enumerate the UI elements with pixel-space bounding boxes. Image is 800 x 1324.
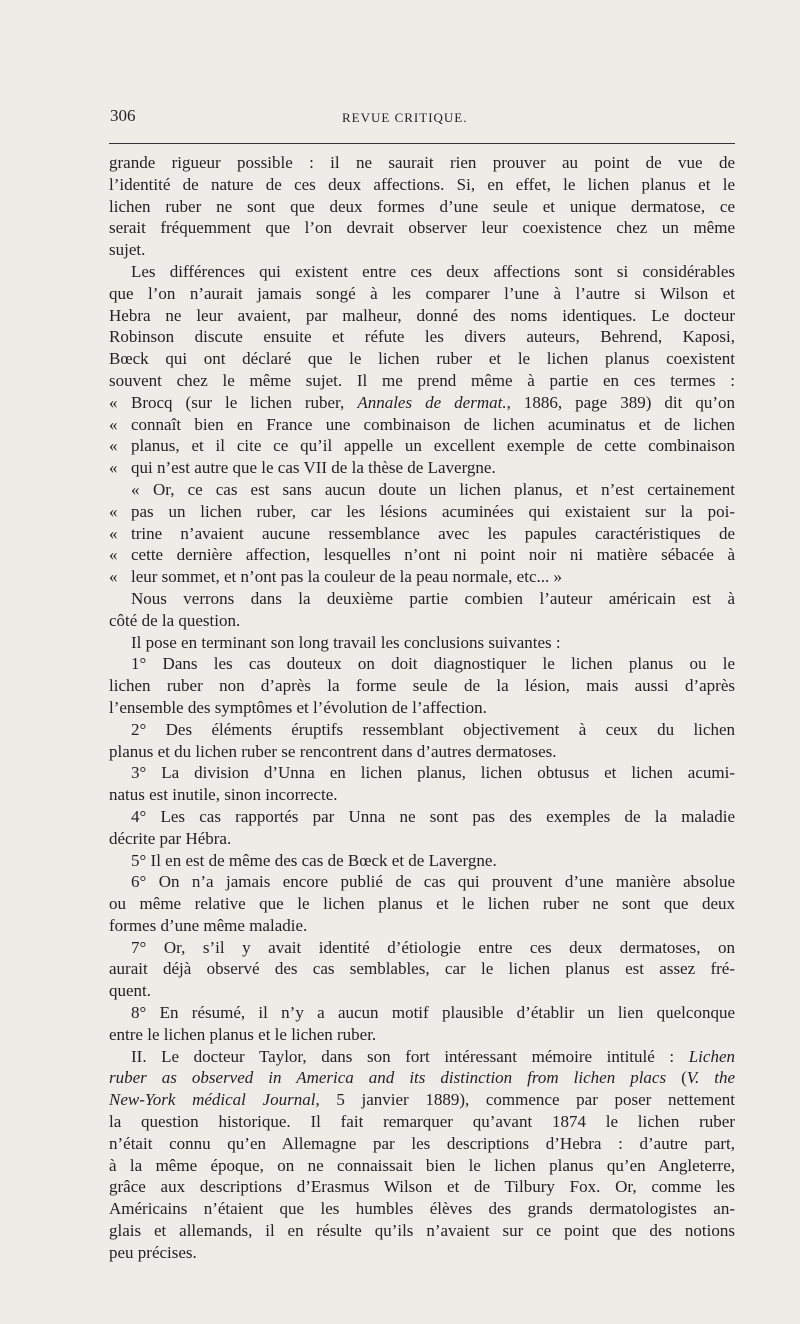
text-run: planus et du lichen ruber se rencontrent dans d’autres dermatoses.: [109, 741, 557, 761]
text-run: cette dernière affection, lesquelles n’ont ni point noir ni matière sébacée à: [131, 545, 735, 565]
text-run: lichen ruber non d’après la forme seule de la lésion, mais aussi d’après: [109, 676, 735, 696]
text-run: l’ensemble des symptômes et l’évolution de l’affection.: [109, 697, 487, 717]
quote-mark: «: [109, 414, 118, 434]
text-run: décrite par Hébra.: [109, 828, 232, 848]
text-run: natus est inutile, sinon incorrecte.: [109, 785, 338, 805]
text-line: [109, 1220, 735, 1242]
text-line: [109, 1089, 735, 1111]
text-line: [109, 544, 735, 566]
text-line: [109, 326, 735, 348]
text-line: [109, 370, 735, 392]
text-line: [109, 958, 735, 980]
page-number: 306: [110, 106, 136, 125]
text-line: [109, 632, 735, 654]
text-line: [109, 392, 735, 414]
text-line: [109, 784, 735, 806]
text-line: [109, 217, 735, 239]
text-run: grâce aux descriptions d’Erasmus Wilson et de Tilbury Fox. Or, comme les: [109, 1177, 735, 1197]
italic-text: ruber as observed in America and its distinction from lichen placs: [109, 1068, 667, 1088]
text-line: [109, 174, 735, 196]
text-line: [109, 828, 735, 850]
text-line: [109, 653, 735, 675]
text-run: Or, ce cas est sans aucun doute un lichen planus, et n’est certainement: [153, 479, 735, 499]
text-line: [109, 239, 735, 261]
text-run: trine n’avaient aucune ressemblance avec les papules caractéristiques de: [131, 523, 735, 543]
quote-mark: «: [109, 458, 118, 478]
text-line: [109, 1133, 735, 1155]
text-run: que l’on n’aurait jamais songé à les comparer l’une à l’autre si Wilson et: [109, 283, 735, 303]
text-run: 8° En résumé, il n’y a aucun motif plausible d’établir un lien quelconque: [131, 1003, 735, 1023]
text-run: entre le lichen planus et le lichen ruber.: [109, 1024, 377, 1044]
italic-text: V. the: [686, 1068, 735, 1088]
quote-mark: «: [109, 567, 118, 587]
text-run: 3° La division d’Unna en lichen planus, lichen obtusus et lichen acumi-: [131, 763, 735, 783]
text-line: [109, 479, 735, 501]
text-line: [109, 871, 735, 893]
text-line: [109, 566, 735, 588]
text-run: Brocq (sur le lichen ruber,: [131, 392, 358, 412]
text-line: [109, 610, 735, 632]
text-line: [109, 501, 735, 523]
quote-mark: «: [109, 545, 118, 565]
text-run: à la même époque, on ne connaissait bien le lichen planus qu’en Angleterre,: [109, 1155, 735, 1175]
text-run: 2° Des éléments éruptifs ressemblant objectivement à ceux du lichen: [131, 719, 735, 739]
text-run: leur sommet, et n’ont pas la couleur de la peau normale, etc... »: [131, 567, 562, 587]
body-text: [109, 152, 735, 1264]
text-line: [109, 588, 735, 610]
text-line: [109, 261, 735, 283]
text-line: [109, 915, 735, 937]
text-line: [109, 1024, 735, 1046]
text-run: pas un lichen ruber, car les lésions acuminées qui existaient sur la poi-: [131, 501, 735, 521]
text-run: serait fréquemment que l’on devrait observer leur coexistence chez un même: [109, 218, 735, 238]
text-run: connaît bien en France une combinaison de lichen acuminatus et de lichen: [131, 414, 735, 434]
text-run: formes d’une même maladie.: [109, 915, 308, 935]
text-run: 7° Or, s’il y avait identité d’étiologie entre ces deux dermatoses, on: [131, 937, 735, 957]
quote-mark: «: [109, 523, 118, 543]
text-line: [109, 457, 735, 479]
text-run: 1° Dans les cas douteux on doit diagnostiquer le lichen planus ou le: [131, 654, 735, 674]
text-line: [109, 1067, 735, 1089]
text-line: [109, 152, 735, 174]
text-line: [109, 980, 735, 1002]
text-line: [109, 1111, 735, 1133]
text-line: [109, 435, 735, 457]
text-run: , 1886, page 389) dit qu’on: [506, 392, 736, 412]
text-run: II. Le docteur Taylor, dans son fort intéressant mémoire intitulé :: [131, 1046, 689, 1066]
italic-text: Annales de dermat.: [357, 392, 507, 412]
text-run: lichen ruber ne sont que deux formes d’une seule et unique dermatose, ce: [109, 196, 735, 216]
text-run: qui n’est autre que le cas VII de la thèse de Lavergne.: [131, 458, 496, 478]
text-run: 4° Les cas rapportés par Unna ne sont pas des exemples de la maladie: [131, 806, 735, 826]
running-head: REVUE CRITIQUE.: [342, 110, 468, 125]
text-run: glais et allemands, il en résulte qu’ils n’avaient sur ce point que des notions: [109, 1221, 735, 1241]
text-run: côté de la question.: [109, 610, 241, 630]
quote-mark: «: [109, 436, 118, 456]
text-line: [109, 762, 735, 784]
text-line: [109, 741, 735, 763]
text-run: peu précises.: [109, 1242, 197, 1262]
italic-text: Lichen: [688, 1046, 735, 1066]
text-line: [109, 1176, 735, 1198]
text-line: [109, 1155, 735, 1177]
text-run: Il pose en terminant son long travail les conclusions suivantes :: [131, 632, 561, 652]
text-line: [109, 283, 735, 305]
text-run: , 5 janvier 1889), commence par poser nettement: [315, 1090, 736, 1110]
text-line: [109, 523, 735, 545]
text-run: Bœck qui ont déclaré que le lichen ruber et le lichen planus coexistent: [109, 349, 735, 369]
text-line: [109, 893, 735, 915]
quote-mark: «: [131, 479, 140, 499]
text-line: [109, 719, 735, 741]
quote-mark: «: [109, 392, 118, 412]
text-run: 5° Il en est de même des cas de Bœck et de Lavergne.: [131, 850, 497, 870]
text-run: planus, et il cite ce qu’il appelle un excellent exemple de cette combinaison: [131, 436, 735, 456]
text-line: [109, 1046, 735, 1068]
text-run: Nous verrons dans la deuxième partie combien l’auteur américain est à: [131, 588, 735, 608]
text-run: l’identité de nature de ces deux affections. Si, en effet, le lichen planus et le: [109, 174, 735, 194]
text-line: [109, 806, 735, 828]
text-run: aurait déjà observé des cas semblables, car le lichen planus est assez fré-: [109, 959, 735, 979]
quote-mark: «: [109, 501, 118, 521]
text-line: [109, 348, 735, 370]
text-line: [109, 697, 735, 719]
text-line: [109, 1242, 735, 1264]
text-line: [109, 414, 735, 436]
text-run: Hebra ne leur avaient, par malheur, donné des noms identiques. Le docteur: [109, 305, 735, 325]
text-line: [109, 196, 735, 218]
text-line: [109, 305, 735, 327]
text-run: grande rigueur possible : il ne saurait rien prouver au point de vue de: [109, 153, 735, 172]
text-run: 6° On n’a jamais encore publié de cas qui prouvent d’une manière absolue: [131, 872, 735, 892]
text-line: [109, 1002, 735, 1024]
text-run: la question historique. Il fait remarquer qu’avant 1874 le lichen ruber: [109, 1112, 735, 1132]
text-run: sujet.: [109, 240, 146, 260]
text-run: Robinson discute ensuite et réfute les divers auteurs, Behrend, Kaposi,: [109, 327, 735, 347]
text-run: (: [666, 1068, 687, 1088]
italic-text: New-York médical Journal: [109, 1090, 316, 1110]
text-line: [109, 675, 735, 697]
text-run: ou même relative que le lichen planus et le lichen ruber ne sont que deux: [109, 894, 735, 914]
text-run: Les différences qui existent entre ces deux affections sont si considérables: [131, 261, 735, 281]
text-line: [109, 937, 735, 959]
text-run: souvent chez le même sujet. Il me prend même à partie en ces termes :: [109, 370, 735, 390]
text-run: n’était connu qu’en Allemagne par les descriptions d’Hebra : d’autre part,: [109, 1133, 735, 1153]
text-line: [109, 1198, 735, 1220]
text-run: quent.: [109, 981, 152, 1001]
text-line: [109, 850, 735, 872]
header-rule: [109, 143, 735, 144]
text-run: Américains n’étaient que les humbles élèves des grands dermatologistes an-: [109, 1199, 735, 1219]
